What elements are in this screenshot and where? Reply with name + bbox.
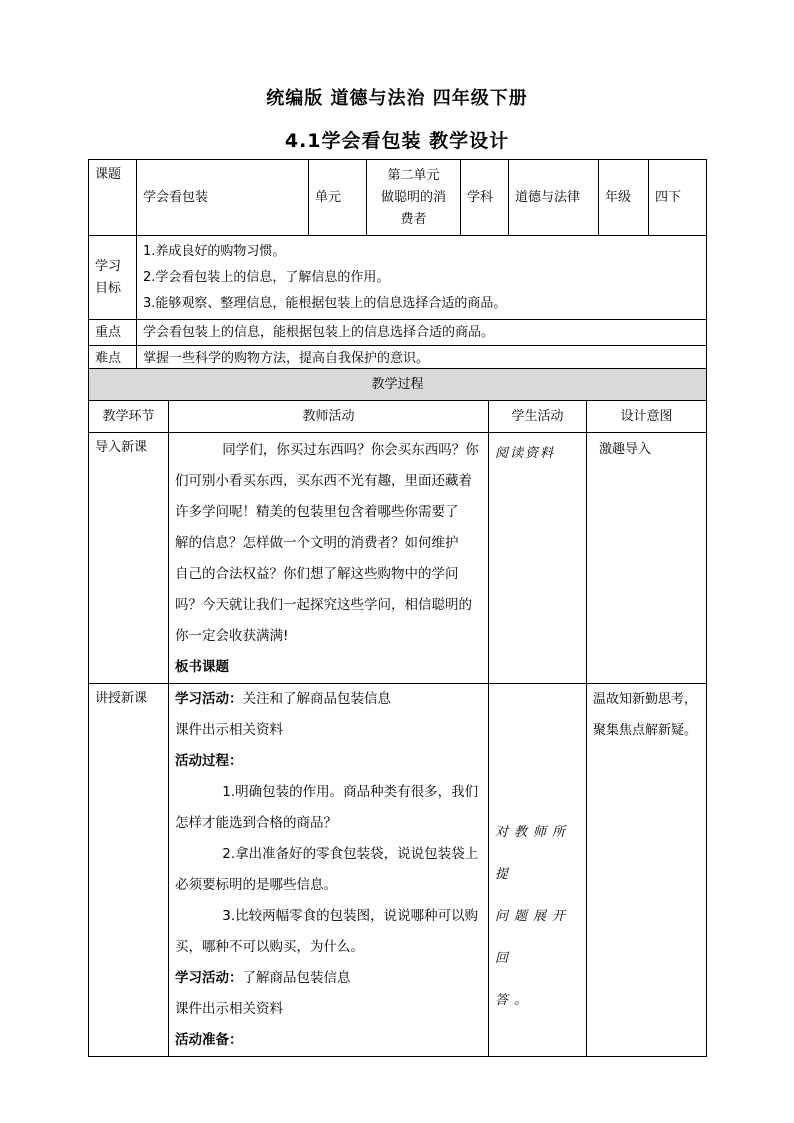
board-title: 板书课题 [175, 659, 229, 675]
courseware-line: 课件出示相关资料 [175, 722, 283, 738]
step-line: 怎样才能选到合格的商品？ [175, 815, 337, 831]
goals-label-line: 目标 [95, 280, 122, 296]
column-header-intent: 设计意图 [587, 401, 707, 433]
process-table [88, 368, 707, 1057]
difficulty-label: 难点 [89, 346, 137, 372]
difficulty-text: 掌握一些科学的购物方法，提高自我保护的意识。 [137, 346, 707, 372]
activity-line [175, 963, 482, 994]
intro-line: 解的信息？怎样做一个文明的消费者？如何维护 [175, 535, 459, 551]
goals-label [89, 236, 137, 320]
unit-value-line: 费者 [400, 211, 427, 227]
intro-line: 同学们，你买过东西吗？你会买东西吗？你 [222, 442, 479, 458]
key-point-label: 重点 [89, 320, 137, 346]
unit-value [367, 160, 461, 236]
activity-line [175, 684, 482, 715]
activity-text: 了解商品包装信息 [242, 970, 351, 986]
grade-value: 四下 [649, 160, 707, 236]
column-header-teacher: 教师活动 [169, 401, 489, 433]
teach-student-activity [489, 684, 587, 1057]
intro-stage: 导入新课 [89, 433, 169, 684]
process-heading: 教学过程 [89, 369, 707, 401]
goal-item: 3.能够观察、整理信息，能根据包装上的信息选择合适的商品。 [143, 296, 507, 311]
step-line: 买，哪种不可以购买，为什么。 [175, 939, 364, 955]
intro-line: 你一定会收获满满! [175, 628, 289, 644]
teach-intent [587, 684, 707, 1057]
info-table [88, 159, 707, 372]
key-point-text: 学会看包装上的信息，能根据包装上的信息选择合适的商品。 [137, 320, 707, 346]
intro-line: 们可别小看买东西，买东西不光有趣，里面还藏着 [175, 473, 472, 489]
goals-list [137, 236, 707, 320]
step-line: 1.明确包装的作用。商品种类有很多，我们 [222, 784, 479, 800]
unit-value-line: 第二单元 [387, 167, 440, 183]
prep-label: 活动准备： [175, 1032, 243, 1048]
activity-text: 关注和了解商品包装信息 [242, 691, 391, 707]
unit-label: 单元 [309, 160, 367, 236]
goal-item: 2.学会看包装上的信息，了解信息的作用。 [143, 270, 390, 285]
activity-label: 学习活动： [175, 970, 243, 986]
activity-label: 学习活动： [175, 691, 243, 707]
step-line: 3.比较两幅零食的包装图，说说哪种可以购 [222, 908, 479, 924]
intro-line: 自己的合法权益？你们想了解这些购物中的学问 [175, 566, 459, 582]
teach-teacher-activity [169, 684, 489, 1057]
intro-line: 许多学问呢！精美的包装里包含着哪些你需要了 [175, 504, 459, 520]
unit-value-line: 做聪明的消 [380, 189, 446, 205]
intent-line: 聚集焦点解新疑。 [593, 723, 698, 738]
document-title: 统编版 道德与法治 四年级下册 [266, 88, 528, 109]
grade-label: 年级 [599, 160, 649, 236]
topic-value: 学会看包装 [137, 160, 309, 236]
column-header-student: 学生活动 [489, 401, 587, 433]
student-line: 答。 [495, 993, 534, 1008]
subject-label: 学科 [461, 160, 509, 236]
document-subtitle: 4.1学会看包装 教学设计 [284, 130, 510, 152]
courseware-line: 课件出示相关资料 [175, 1001, 283, 1017]
intro-teacher-activity [169, 433, 489, 684]
goals-label-line: 学习 [95, 258, 122, 274]
topic-label: 课题 [89, 160, 137, 236]
process-label: 活动过程： [175, 753, 243, 769]
intro-line: 吗？今天就让我们一起探究这些学问，相信聪明的 [175, 597, 472, 613]
intro-student-activity: 阅读资料 [489, 433, 587, 684]
column-header-stage: 教学环节 [89, 401, 169, 433]
goal-item: 1.养成良好的购物习惯。 [143, 244, 286, 259]
teach-stage: 讲授新课 [89, 684, 169, 1057]
student-line: 问题展开回 [495, 909, 572, 966]
intro-intent: 激趣导入 [587, 433, 707, 684]
step-line: 2.拿出准备好的零食包装袋，说说包装袋上 [222, 846, 479, 862]
student-line: 对教师所提 [495, 825, 572, 882]
intent-line: 温故知新勤思考， [593, 692, 698, 707]
subject-value: 道德与法律 [509, 160, 599, 236]
step-line: 必须要标明的是哪些信息。 [175, 877, 337, 893]
